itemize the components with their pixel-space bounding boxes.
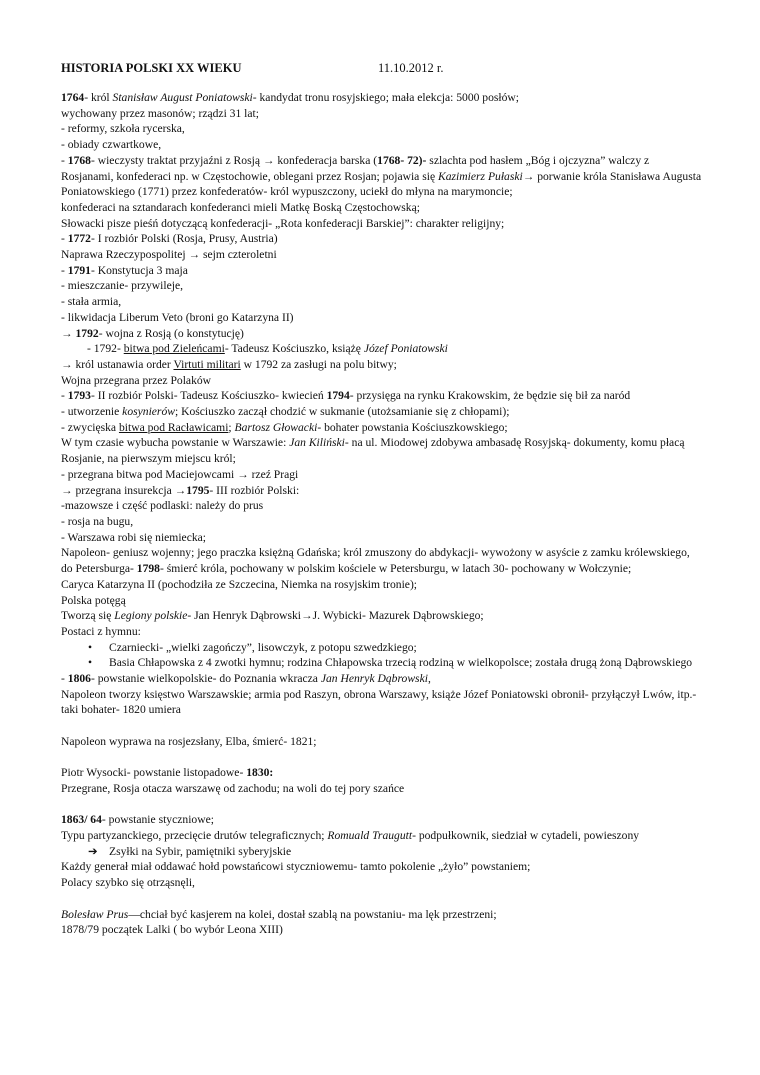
text-line	[61, 184, 711, 200]
text-line	[61, 530, 711, 546]
text-line	[61, 435, 711, 451]
text-segment: 1772	[67, 232, 91, 246]
text-segment: → król ustanawia order	[61, 357, 174, 371]
text-segment: 1830:	[246, 766, 274, 780]
text-segment: 1792	[75, 326, 99, 340]
text-line	[61, 326, 711, 342]
text-segment: - obiady czwartkowe,	[61, 138, 162, 152]
text-segment: bitwa pod Racławicami	[118, 420, 229, 434]
text-segment: Poniatowskiego (1771) przez konfederatów- król wypuszczony, uciekł do młyna na marymoncie;	[61, 185, 513, 199]
text-segment: Rosjanami, konfederaci np. w Częstochowie, oblegani przez Rosjan; pojawia się	[61, 169, 439, 183]
text-segment: - reformy, szkoła rycerska,	[61, 122, 185, 136]
text-line	[61, 593, 711, 609]
text-segment: wychowany przez masonów; rządzi 31 lat;	[61, 106, 259, 120]
document-body	[61, 90, 711, 938]
text-segment: ; Kościuszko zaczął chodzić w sukmanie (utożsamianie się z chłopami);	[174, 405, 510, 419]
text-line	[61, 514, 711, 530]
text-segment: - rosja na bugu,	[61, 514, 134, 528]
blank-line	[61, 750, 711, 766]
text-segment: - II rozbiór Polski- Tadeusz Kościuszko- kwiecień	[90, 389, 327, 403]
text-segment: Typu partyzanckiego, przecięcie drutów telegraficznych;	[61, 829, 328, 842]
text-segment: - III rozbiór Polski:	[209, 483, 300, 497]
text-segment: kosynierów	[122, 405, 175, 419]
text-segment: 1863/ 64	[61, 813, 102, 827]
text-segment: Piotr Wysocki- powstanie listopadowe-	[61, 766, 247, 780]
text-segment: Każdy generał miał oddawać hołd powstańcowi styczniowemu- tamto pokolenie „żyło” powstaniem;	[61, 860, 531, 874]
text-segment: Romuald Traugutt	[327, 829, 413, 842]
text-segment: 1768- 72)-	[377, 153, 427, 167]
text-segment: —chciał być kasjerem na kolei, dostał szablą na powstaniu- ma lęk przestrzeni;	[128, 907, 497, 921]
text-segment: - zwycięska	[61, 420, 119, 434]
text-line	[61, 781, 711, 797]
text-segment: Napoleon- geniusz wojenny; jego praczka księżną Gdańska; król zmuszony do abdykacji- wywożony w asyście z zamku królewskiego,	[61, 546, 690, 560]
text-line	[61, 90, 711, 106]
text-segment: →	[61, 326, 76, 340]
text-line	[61, 844, 711, 860]
text-line	[61, 278, 711, 294]
text-segment: - I rozbiór Polski (Rosja, Prusy, Austria)	[90, 232, 278, 246]
text-segment: Rosjanie, na pierwszym miejscu król;	[61, 452, 236, 466]
text-line	[61, 310, 711, 326]
text-segment: -	[61, 672, 68, 686]
text-segment: - kandydat tronu rosyjskiego; mała elekcja: 5000 posłów;	[252, 91, 520, 104]
text-line	[61, 373, 711, 389]
text-segment: → porwanie króla Stanisława Augusta	[522, 169, 702, 183]
text-segment: Polacy szybko się otrząsnęli,	[61, 876, 195, 890]
text-segment: Bolesław Prus	[61, 907, 129, 921]
text-segment: Postaci z hymnu:	[61, 624, 141, 638]
text-line	[61, 765, 711, 781]
document-page	[61, 60, 711, 938]
text-segment: - na ul. Miodowej zdobywa ambasadę Rosyjską- dokumenty, komu płacą	[344, 436, 685, 450]
text-segment: - śmierć króla, pochowany w polskim kościele w Petersburgu, w latach 30- pochowany w Wołczynie;	[159, 562, 632, 576]
text-segment: 1798	[136, 562, 160, 576]
text-segment: - bohater powstania Kościuszkowskiego;	[317, 420, 508, 434]
text-segment: - Warszawa robi się niemiecka;	[61, 530, 207, 544]
text-segment: -	[61, 389, 68, 403]
text-line	[61, 828, 711, 844]
text-segment: - Tadeusz Kościuszko, książę	[224, 342, 364, 356]
text-line	[61, 624, 711, 640]
text-segment: - likwidacja Liberum Veto (broni go Katarzyna II)	[61, 310, 294, 324]
text-segment: ;	[228, 420, 235, 434]
text-line	[61, 137, 711, 153]
text-segment: - król	[84, 91, 113, 104]
text-segment: Jan Kiliński	[289, 436, 345, 450]
text-segment: -	[61, 232, 68, 246]
text-segment: - powstanie styczniowe;	[101, 813, 214, 827]
text-segment: ,	[427, 672, 431, 686]
text-segment: Polska potęgą	[61, 593, 126, 607]
text-line	[61, 734, 711, 750]
text-line	[61, 341, 711, 357]
text-line	[61, 294, 711, 310]
text-segment: → przegrana insurekcja →	[61, 483, 187, 497]
text-segment: - mieszczanie- przywileje,	[61, 279, 183, 293]
text-segment: Legiony polskie	[114, 609, 188, 623]
text-line	[61, 655, 711, 671]
text-line	[61, 561, 711, 577]
text-line	[61, 702, 711, 718]
text-segment: - wieczysty traktat przyjaźni z Rosją → konfederacja barska (	[90, 153, 378, 167]
text-line	[61, 216, 711, 232]
text-segment: 1794	[326, 389, 350, 403]
text-line	[61, 498, 711, 514]
document-header	[61, 60, 711, 76]
text-segment: Przegrane, Rosja otacza warszawę od zachodu; na woli do tej pory szańce	[61, 781, 405, 795]
text-segment: -mazowsze i część podlaski: należy do prus	[61, 499, 264, 513]
text-segment: - podpułkownik, siedział w cytadeli, powieszony	[412, 829, 640, 842]
text-segment: - 1792-	[87, 342, 124, 356]
text-segment: Naprawa Rzeczypospolitej → sejm czteroletni	[61, 248, 277, 262]
text-line	[61, 467, 711, 483]
text-segment: 1806	[67, 672, 91, 686]
text-segment: - stała armia,	[61, 295, 122, 309]
text-line	[61, 357, 711, 373]
text-segment: Tworzą się	[61, 609, 115, 623]
text-segment: Słowacki pisze pieśń dotyczącą konfederacji- „Rota konfederacji Barskiej”: charakter religijny;	[61, 216, 505, 230]
text-line	[61, 859, 711, 875]
text-segment: Virtuti militari	[173, 357, 241, 371]
text-line	[61, 404, 711, 420]
text-segment: 1791	[67, 263, 91, 277]
text-segment: W tym czasie wybucha powstanie w Warszawie:	[61, 436, 290, 450]
text-segment: 1768	[67, 153, 91, 167]
text-segment: bitwa pod Zieleńcami	[123, 342, 225, 356]
blank-line	[61, 891, 711, 907]
text-line	[61, 687, 711, 703]
text-segment: Czarniecki- „wielki zagończy”, lisowczyk, z potopu szwedzkiego;	[109, 640, 417, 654]
text-segment: szlachta pod hasłem „Bóg i ojczyzna” walczy z	[426, 153, 650, 167]
text-line	[61, 106, 711, 122]
text-line	[61, 451, 711, 467]
text-segment: Napoleon wyprawa na rosjezsłany, Elba, śmierć- 1821;	[61, 734, 317, 748]
text-segment: taki bohater- 1820 umiera	[61, 703, 181, 717]
text-line	[61, 875, 711, 891]
text-line	[61, 671, 711, 687]
text-segment: - powstanie wielkopolskie- do Poznania wkracza	[90, 672, 321, 686]
text-segment: - przysięga na rynku Krakowskim, że będzie się bił za naród	[349, 389, 631, 403]
text-segment: 1764	[61, 91, 85, 104]
text-segment: do Petersburga-	[61, 562, 137, 576]
text-line	[61, 247, 711, 263]
text-line	[61, 200, 711, 216]
text-line	[61, 577, 711, 593]
text-segment: konfederaci na sztandarach konfederanci mieli Matkę Boską Częstochowską;	[61, 200, 420, 214]
text-segment: Józef Poniatowski	[363, 342, 448, 356]
text-line	[61, 545, 711, 561]
text-line	[61, 420, 711, 436]
document-title: HISTORIA POLSKI XX WIEKU	[61, 61, 242, 75]
text-segment: 1878/79 początek Lalki ( bo wybór Leona XIII)	[61, 923, 283, 937]
text-segment: Zsyłki na Sybir, pamiętniki syberyjskie	[109, 844, 292, 858]
text-segment: Basia Chłapowska z 4 zwotki hymnu; rodzina Chłapowska trzecią rodziną w wielkopolsce; została drugą żoną Dąbrowskiego	[109, 656, 693, 670]
text-segment: Bartosz Głowacki	[234, 420, 318, 434]
text-line	[61, 231, 711, 247]
text-line	[61, 153, 711, 169]
text-segment: Stanisław August Poniatowski	[112, 91, 253, 104]
text-line	[61, 121, 711, 137]
text-line	[61, 483, 711, 499]
text-segment: Wojna przegrana przez Polaków	[61, 373, 212, 387]
text-line	[61, 263, 711, 279]
document-date: 11.10.2012 r.	[378, 61, 444, 75]
text-line	[61, 922, 711, 938]
text-segment: 1793	[67, 389, 91, 403]
text-segment: - utworzenie	[61, 405, 123, 419]
text-segment: Caryca Katarzyna II (pochodziła ze Szczecina, Niemka na rosyjskim tronie);	[61, 577, 418, 591]
blank-line	[61, 718, 711, 734]
arrow-bullet-icon: ➔	[88, 844, 98, 858]
text-segment: 1795	[186, 483, 210, 497]
text-segment: Jan Henryk Dąbrowski	[320, 672, 428, 686]
text-line	[61, 640, 711, 656]
text-segment: - wojna z Rosją (o konstytucję)	[98, 326, 244, 340]
blank-line	[61, 797, 711, 813]
text-line	[61, 388, 711, 404]
text-segment: - Konstytucja 3 maja	[90, 263, 188, 277]
text-line	[61, 169, 711, 185]
text-line	[61, 907, 711, 923]
text-segment: -	[61, 263, 68, 277]
text-segment: Napoleon tworzy księstwo Warszawskie; armia pod Raszyn, obrona Warszawy, książe Józef Poniatowski obronił- przyłączył Lwów, itp.-	[61, 687, 697, 701]
text-line	[61, 608, 711, 624]
text-segment: Kazimierz Pułaski	[438, 169, 523, 183]
text-segment: -	[61, 153, 68, 167]
text-segment: - Jan Henryk Dąbrowski→J. Wybicki- Mazurek Dąbrowskiego;	[187, 609, 484, 623]
text-line	[61, 812, 711, 828]
text-segment: w 1792 za zasługi na polu bitwy;	[240, 357, 397, 371]
text-segment: - przegrana bitwa pod Maciejowcami → rzeź Pragi	[61, 467, 299, 481]
